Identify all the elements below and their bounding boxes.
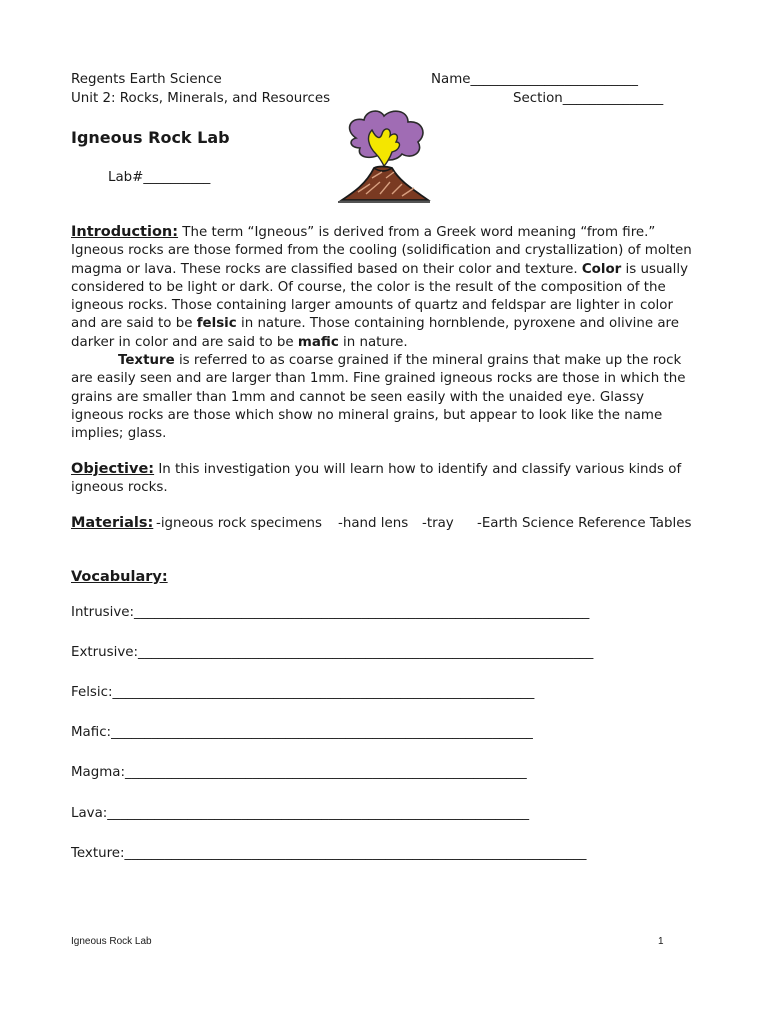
objective-text: In this investigation you will learn how to identify and classify various kinds of (154, 462, 682, 477)
term-felsic: felsic (196, 316, 237, 332)
page-title: Igneous Rock Lab (71, 128, 230, 147)
intro-text: darker in color and are said to be (71, 334, 298, 350)
course-name: Regents Earth Science (71, 72, 222, 87)
vocabulary-heading: Vocabulary: (71, 569, 168, 585)
intro-text: igneous rocks. Those containing larger amounts of quartz and feldspar are lighter in color (71, 298, 673, 314)
term-color: Color (581, 261, 622, 277)
materials-heading: Materials: (71, 515, 154, 531)
intro-text: is referred to as coarse grained if the mineral grains that make up the rock (174, 353, 682, 369)
objective-heading: Objective: (71, 461, 155, 477)
intro-text: are easily seen and are larger than 1mm. Fine grained igneous rocks are those in which the (71, 371, 686, 387)
material-item: -Earth Science Reference Tables (477, 516, 692, 531)
footer-title: Igneous Rock Lab (71, 936, 152, 947)
objective-section (71, 460, 697, 498)
lab-number-field[interactable]: Lab#__________ (108, 170, 211, 185)
vocab-mafic[interactable]: Mafic:_______________________________________________________________ (71, 725, 533, 740)
introduction-heading: Introduction: (71, 224, 179, 240)
intro-text: implies; glass. (71, 426, 167, 442)
vocab-magma[interactable]: Magma:____________________________________________________________ (71, 765, 527, 780)
term-texture: Texture (118, 353, 175, 369)
term-mafic: mafic (297, 334, 339, 350)
intro-text: in nature. (338, 334, 408, 350)
intro-text: grains are smaller than 1mm and cannot be seen easily with the unaided eye. Glassy (71, 389, 645, 405)
material-item: -igneous rock specimens (156, 516, 323, 531)
intro-text: and are said to be (71, 316, 197, 332)
section-field[interactable]: Section_______________ (513, 91, 664, 106)
intro-text: The term “Igneous” is derived from a Greek word meaning “from fire.” (178, 225, 656, 240)
vocab-texture[interactable]: Texture:_____________________________________________________________________ (71, 846, 587, 861)
intro-text: igneous rocks are those which show no mineral grains, but appear to look like the name (71, 407, 663, 423)
vocab-intrusive[interactable]: Intrusive:____________________________________________________________________ (71, 605, 590, 620)
objective-text: igneous rocks. (71, 480, 168, 496)
material-item: -hand lens (338, 516, 409, 531)
vocab-extrusive[interactable]: Extrusive:____________________________________________________________________ (71, 645, 594, 660)
vocab-felsic[interactable]: Felsic:_______________________________________________________________ (71, 685, 535, 700)
unit-title: Unit 2: Rocks, Minerals, and Resources (71, 91, 331, 106)
introduction-section (71, 223, 697, 444)
material-item: -tray (422, 516, 454, 531)
vocab-lava[interactable]: Lava:_______________________________________________________________ (71, 806, 530, 821)
volcano-icon (336, 108, 432, 208)
intro-text: Igneous rocks are those formed from the cooling (solidification and crystallization) of molten (71, 243, 692, 259)
name-field[interactable]: Name_________________________ (431, 72, 638, 87)
page-number: 1 (658, 936, 664, 947)
intro-text: is usually (621, 261, 688, 277)
intro-text: magma or lava. These rocks are classified based on their color and texture. (71, 261, 582, 277)
intro-text: in nature. Those containing hornblende, pyroxene and olivine are (236, 316, 679, 332)
intro-text: considered to be light or dark. Of course, the color is the result of the composition of the (71, 279, 666, 295)
